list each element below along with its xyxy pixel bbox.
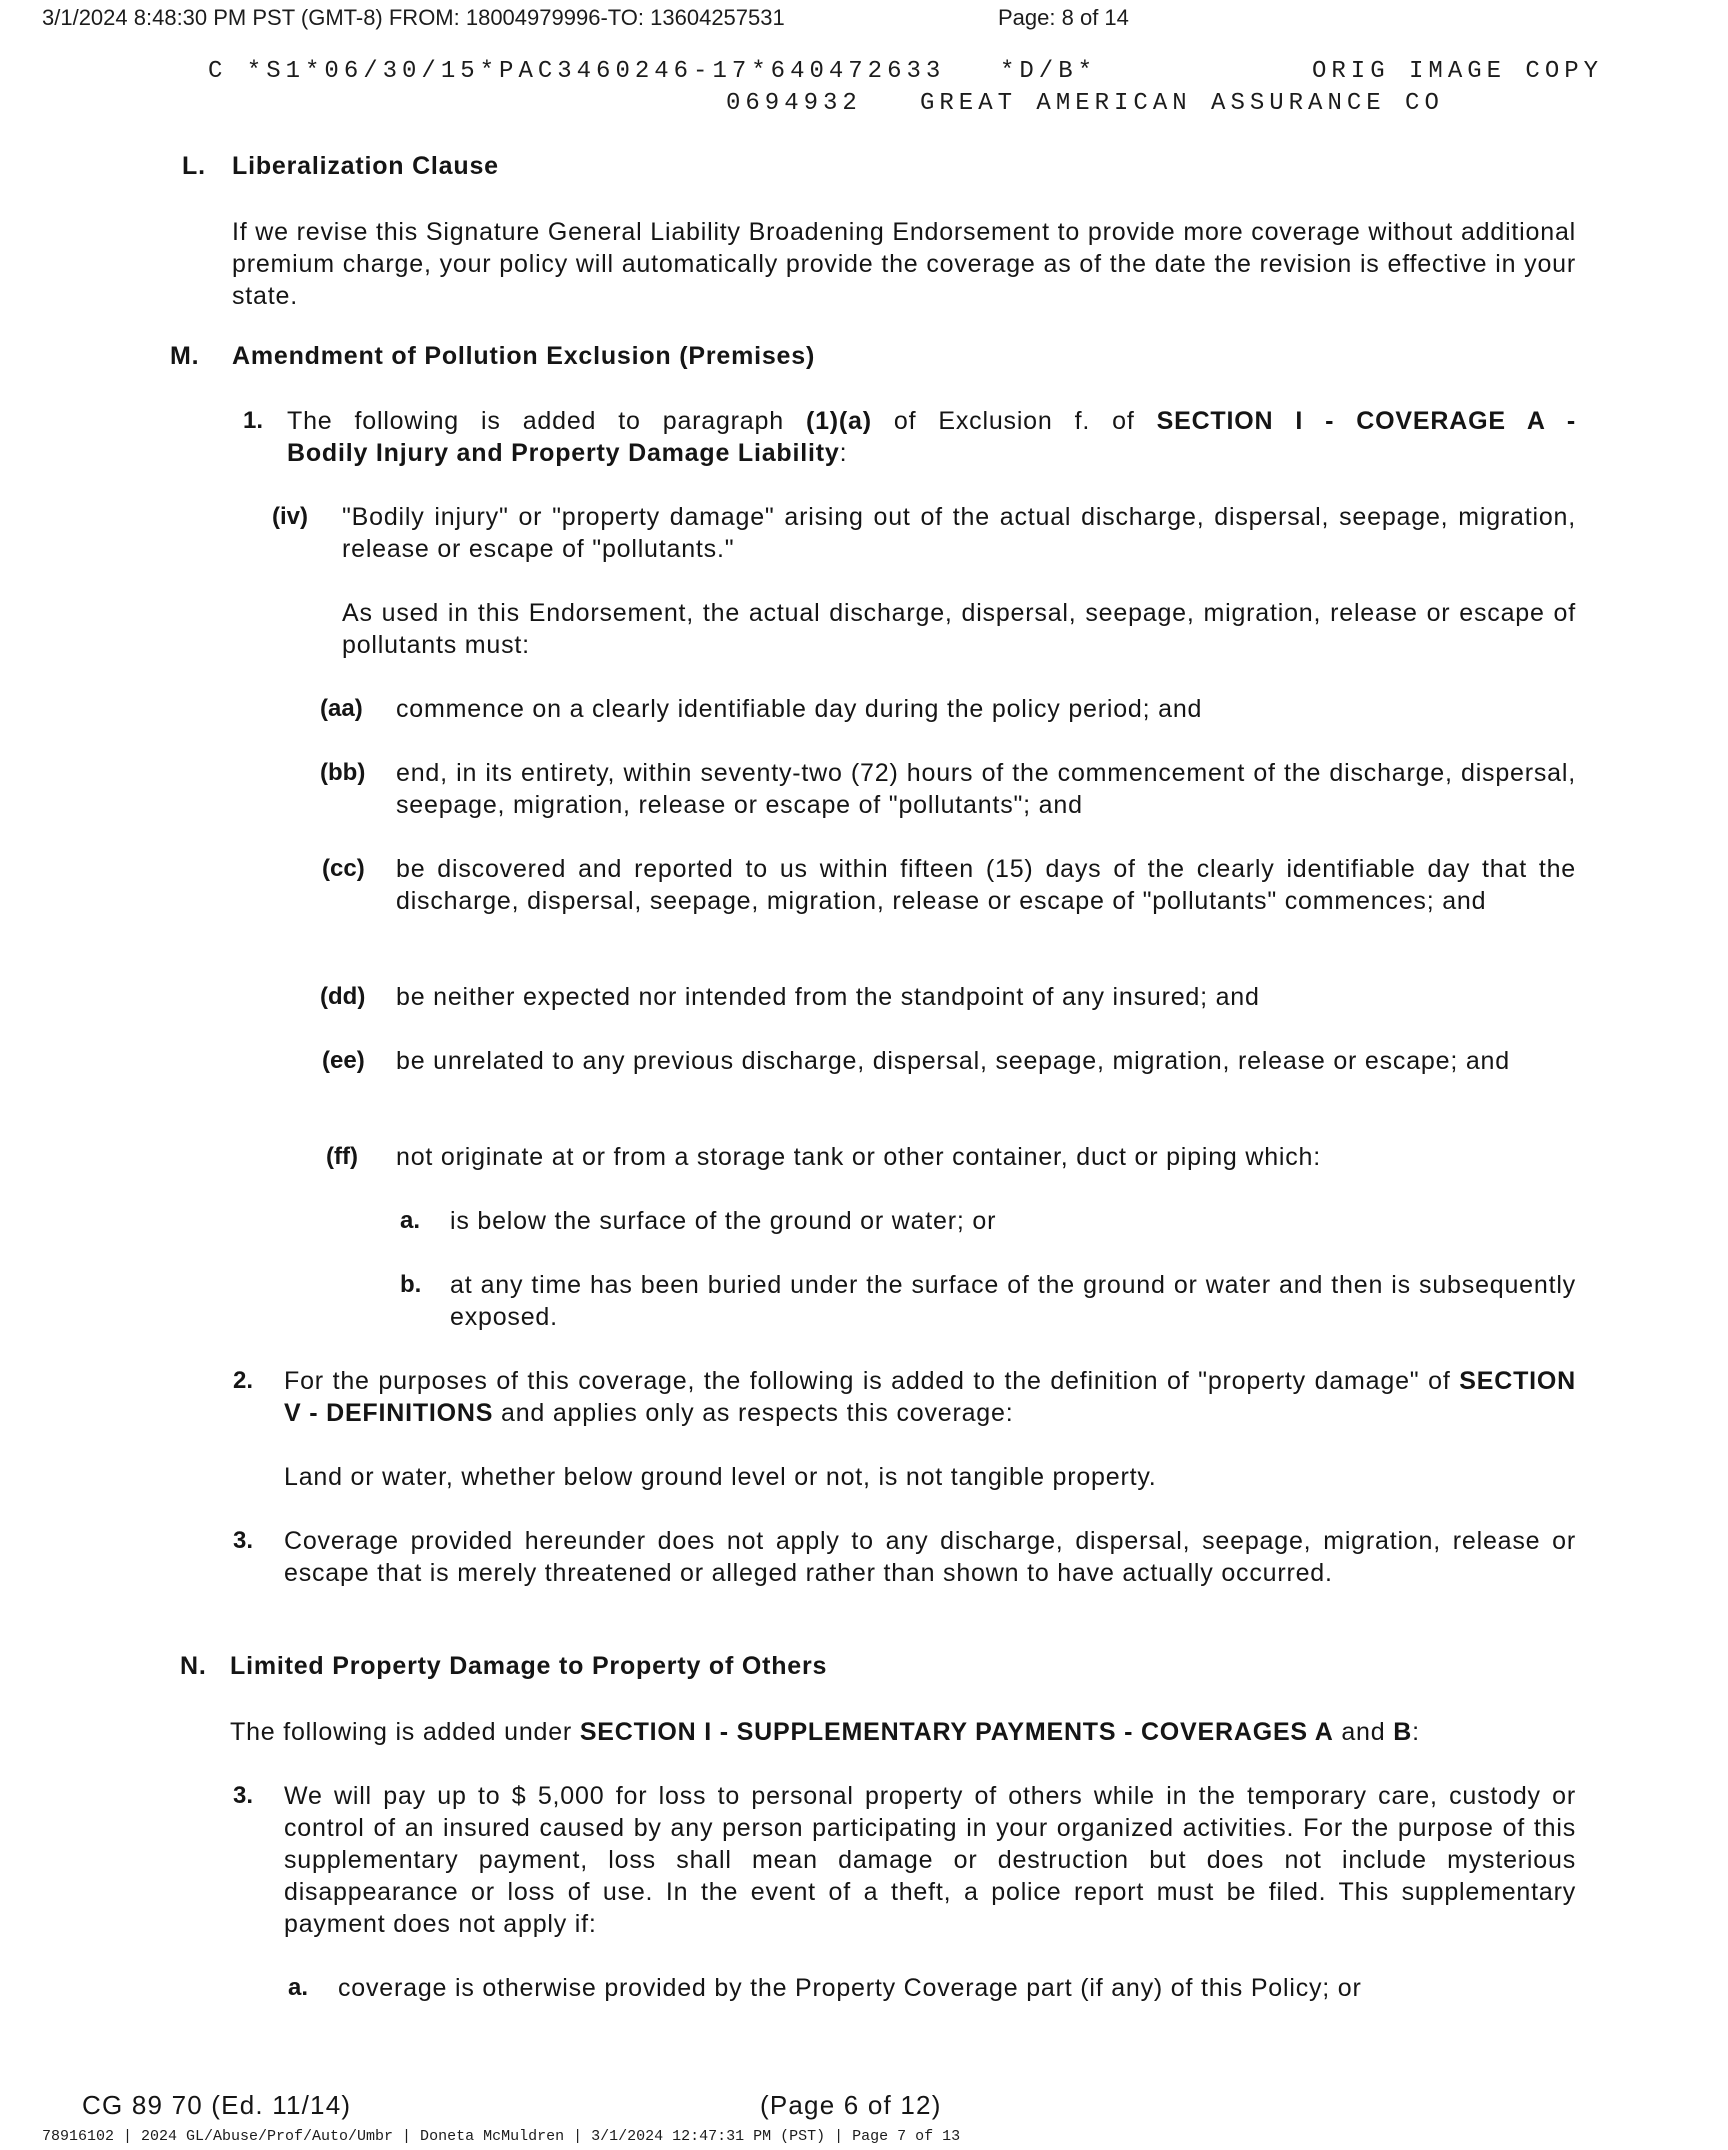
item-number: 1. bbox=[243, 407, 264, 434]
doc-header-company: GREAT AMERICAN ASSURANCE CO bbox=[920, 90, 1444, 117]
item-text bbox=[287, 405, 1576, 437]
item-text-part: and applies only as respects this coverage: bbox=[500, 1399, 1014, 1427]
item-label: (aa) bbox=[320, 695, 363, 722]
item-text bbox=[284, 1365, 1576, 1429]
item-label: b. bbox=[400, 1271, 422, 1298]
item-text: We will pay up to $ 5,000 for loss to personal property of others while in the temporary care, custody or control of an insured caused by any person participating in your organized activities. For the purpose of this supplementary payment, loss shall mean damage or destruction but does not include mysterious disappearance or loss of use. In the event of a theft, a police report must be filed. This supplementary payment does not apply if: bbox=[284, 1782, 1576, 1938]
section-reference: SECTION I - COVERAGE A - bbox=[1156, 407, 1576, 435]
page-number: (Page 6 of 12) bbox=[760, 2090, 942, 2120]
item-text: at any time has been buried under the surface of the ground or water and then is subsequently exposed. bbox=[450, 1271, 1576, 1331]
item-text: coverage is otherwise provided by the Property Coverage part (if any) of this Policy; or bbox=[338, 1974, 1362, 2002]
section-title: Amendment of Pollution Exclusion (Premises) bbox=[232, 342, 816, 370]
item-text-part: For the purposes of this coverage, the following is added to the definition of "property damage" of bbox=[284, 1367, 1451, 1395]
item-text: be discovered and reported to us within fifteen (15) days of the clearly identifiable day that the discharge, dispersal, seepage, migration, release or escape of "pollutants" commences; and bbox=[396, 855, 1576, 915]
section-reference: SECTION V - DEFINITIONS bbox=[284, 1367, 1577, 1427]
item-text: is below the surface of the ground or water; or bbox=[450, 1207, 997, 1235]
section-letter: N. bbox=[180, 1652, 207, 1680]
doc-header-number: 0694932 bbox=[726, 90, 862, 117]
item-number: 3. bbox=[233, 1782, 254, 1809]
doc-header-db: *D/B* bbox=[1000, 58, 1098, 85]
fax-transmission-header: 3/1/2024 8:48:30 PM PST (GMT-8) FROM: 18004979996-TO: 13604257531 bbox=[42, 5, 785, 30]
item-text: end, in its entirety, within seventy-two (72) hours of the commencement of the discharge, dispersal, seepage, migration, release or escape of "pollutants"; and bbox=[396, 759, 1576, 819]
punctuation: : bbox=[1412, 1718, 1420, 1746]
item-label: a. bbox=[400, 1207, 421, 1234]
punctuation: : bbox=[839, 439, 848, 467]
item-text-part: The following is added to paragraph bbox=[287, 407, 784, 435]
item-number: 2. bbox=[233, 1367, 254, 1394]
doc-header-orig-image-copy: ORIG IMAGE COPY bbox=[1312, 58, 1604, 85]
item-text: "Bodily injury" or "property damage" arising out of the actual discharge, dispersal, seepage, migration, release or escape of "pollutants." bbox=[342, 503, 1576, 563]
section-title: Limited Property Damage to Property of Others bbox=[230, 1652, 828, 1680]
item-text-part: The following is added under bbox=[230, 1718, 573, 1746]
doc-header-code: C *S1*06/30/15*PAC3460246-17*640472633 bbox=[208, 58, 946, 85]
section-letter: L. bbox=[182, 152, 206, 180]
item-label: (iv) bbox=[272, 503, 308, 530]
paragraph: Land or water, whether below ground level or not, is not tangible property. bbox=[284, 1463, 1157, 1491]
form-number: CG 89 70 (Ed. 11/14) bbox=[82, 2090, 352, 2120]
item-text: not originate at or from a storage tank or other container, duct or piping which: bbox=[396, 1143, 1322, 1171]
paragraph: As used in this Endorsement, the actual discharge, dispersal, seepage, migration, release or escape of pollutants must: bbox=[342, 599, 1576, 659]
item-text: Coverage provided hereunder does not apply to any discharge, dispersal, seepage, migration, release or escape that is merely threatened or alleged rather than shown to have actually occurred. bbox=[284, 1527, 1576, 1587]
item-label: (cc) bbox=[322, 855, 365, 882]
item-label: (bb) bbox=[320, 759, 366, 786]
item-text: be unrelated to any previous discharge, dispersal, seepage, migration, release or escape; and bbox=[396, 1047, 1510, 1075]
section-reference: SECTION I - SUPPLEMENTARY PAYMENTS - COVERAGES A bbox=[579, 1718, 1334, 1746]
document-stamp: 78916102 | 2024 GL/Abuse/Prof/Auto/Umbr | Doneta McMuldren | 3/1/2024 12:47:31 PM (PST) | Page 7 of 13 bbox=[42, 2128, 961, 2145]
coverage-reference: Bodily Injury and Property Damage Liability bbox=[287, 439, 840, 467]
section-letter: M. bbox=[170, 342, 200, 370]
item-text-line bbox=[287, 437, 847, 469]
paragraph-reference: (1)(a) bbox=[805, 407, 872, 435]
item-label: a. bbox=[288, 1974, 309, 2001]
item-text-part: and bbox=[1341, 1718, 1386, 1746]
paragraph bbox=[230, 1716, 1420, 1748]
coverage-letter: B bbox=[1393, 1718, 1413, 1746]
item-text-part: of Exclusion f. of bbox=[893, 407, 1135, 435]
item-label: (dd) bbox=[320, 983, 366, 1010]
item-number: 3. bbox=[233, 1527, 254, 1554]
item-text: commence on a clearly identifiable day during the policy period; and bbox=[396, 695, 1203, 723]
fax-page-number: Page: 8 of 14 bbox=[998, 5, 1129, 30]
item-label: (ee) bbox=[322, 1047, 365, 1074]
item-label: (ff) bbox=[326, 1143, 358, 1170]
paragraph: If we revise this Signature General Liability Broadening Endorsement to provide more coverage without additional premium charge, your policy will automatically provide the coverage as of the date the revision is effective in your state. bbox=[232, 218, 1576, 310]
item-text: be neither expected nor intended from the standpoint of any insured; and bbox=[396, 983, 1260, 1011]
section-title: Liberalization Clause bbox=[232, 152, 499, 180]
